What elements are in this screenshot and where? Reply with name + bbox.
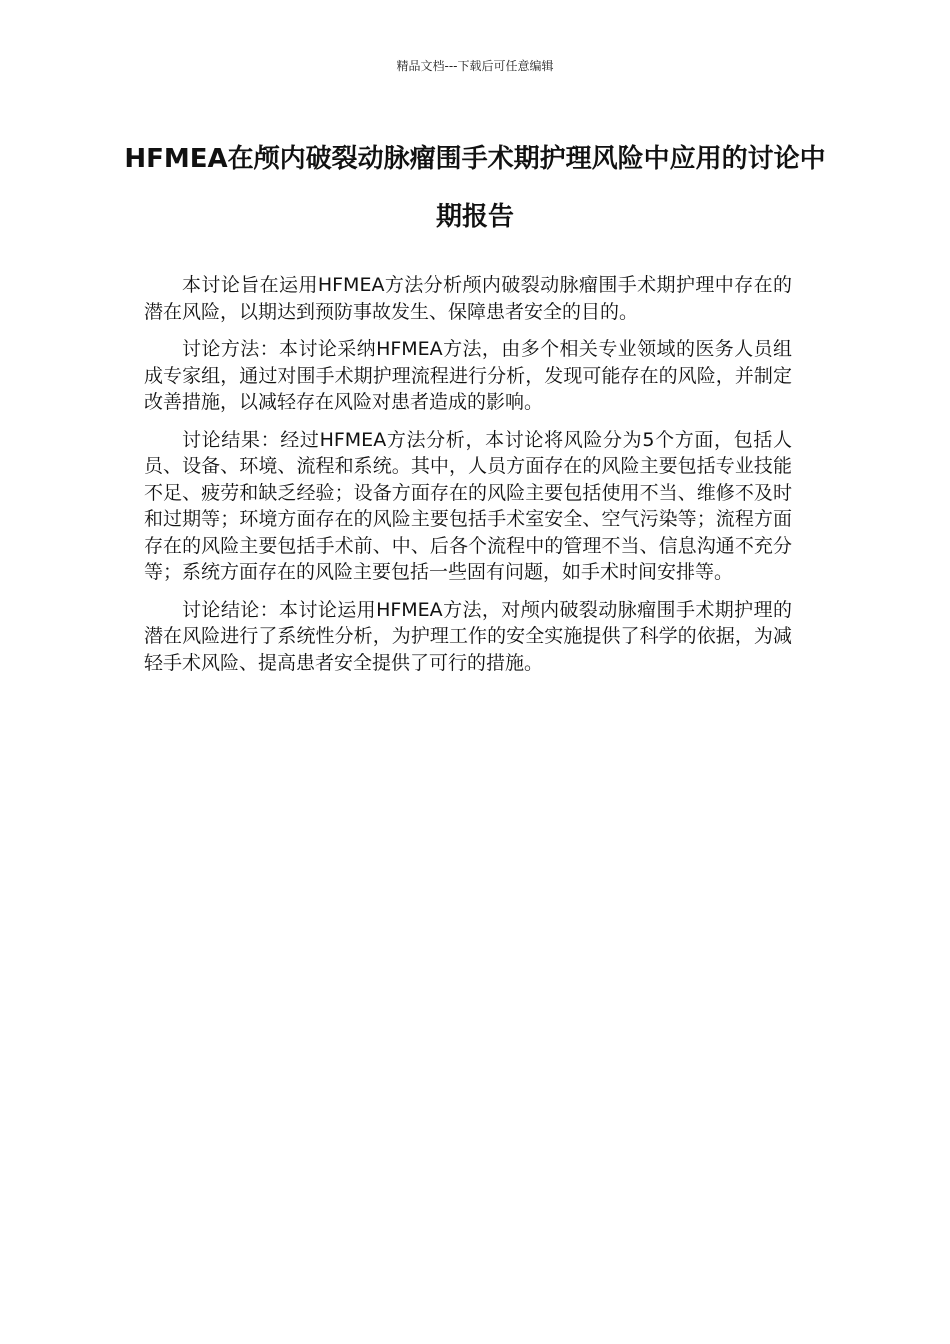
paragraph-intro: 本讨论旨在运用HFMEA方法分析颅内破裂动脉瘤围手术期护理中存在的潜在风险，以期达到预防事故发生、保障患者安全的目的。 (144, 274, 792, 323)
paragraph-methods: 讨论方法：本讨论采纳HFMEA方法，由多个相关专业领域的医务人员组成专家组，通过对围手术期护理流程进行分析，发现可能存在的风险，并制定改善措施，以减轻存在风险对患者造成的影响。 (144, 338, 792, 413)
paragraph-results: 讨论结果：经过HFMEA方法分析，本讨论将风险分为5个方面，包括人员、设备、环境、流程和系统。其中，人员方面存在的风险主要包括专业技能不足、疲劳和缺乏经验；设备方面存在的风险主要包括使用不当、维修不及时和过期等；环境方面存在的风险主要包括手术室安全、空气污染等；流程方面存在的风险主要包括手术前、中、后各个流程中的管理不当、信息沟通不充分等；系统方面存在的风险主要包括一些固有问题，如手术时间安排等。 (144, 428, 792, 583)
paragraph-conclusion: 讨论结论：本讨论运用HFMEA方法，对颅内破裂动脉瘤围手术期护理的潜在风险进行了系统性分析，为护理工作的安全实施提供了科学的依据，为减轻手术风险、提高患者安全提供了可行的措施。 (144, 598, 792, 674)
document-title: HFMEA在颅内破裂动脉瘤围手术期护理风险中应用的讨论中期报告 (124, 144, 826, 232)
document-body (144, 272, 792, 687)
header-note: 精品文档---下载后可任意编辑 (396, 59, 554, 73)
